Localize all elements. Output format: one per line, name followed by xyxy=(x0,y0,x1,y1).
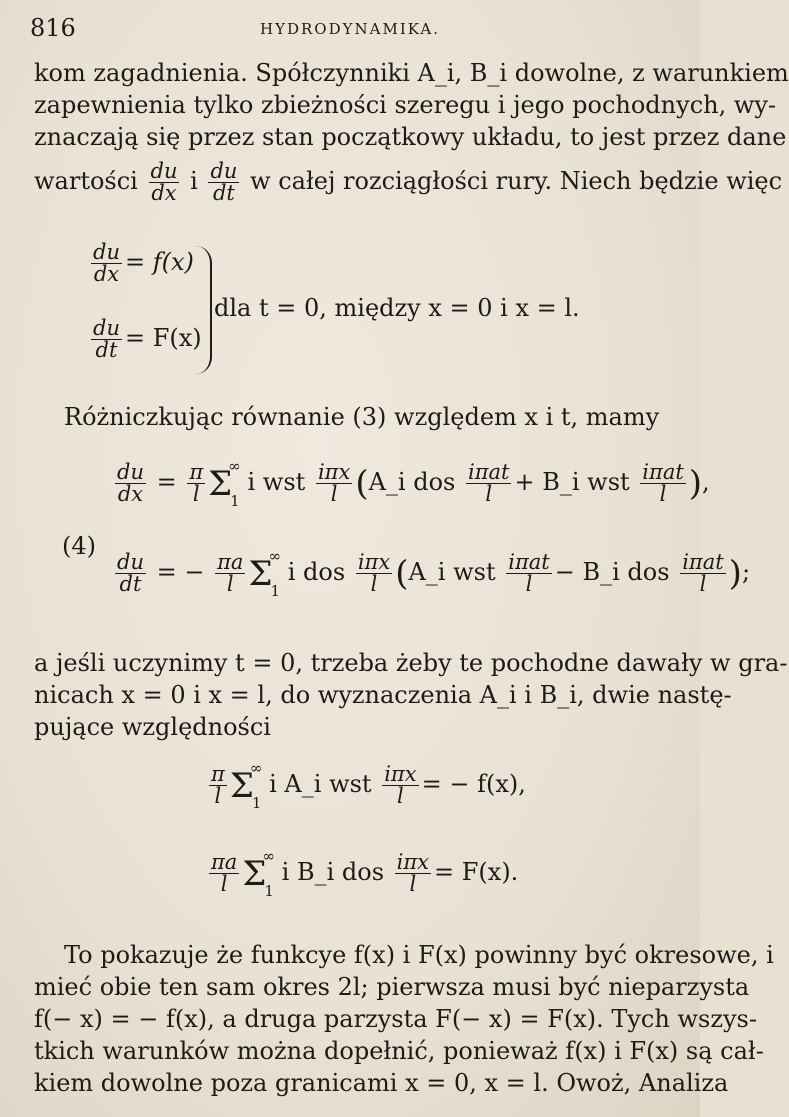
equation-rhs: = f(x) xyxy=(124,248,194,276)
paragraph-line: nicach x = 0 i x = l, do wyznaczenia A_i i B_i, dwie nastę- xyxy=(34,681,732,709)
running-head: HYDRODYNAMIKA. xyxy=(260,20,440,38)
paragraph-line: zapewnienia tylko zbieżności szeregu i jego pochodnych, wy- xyxy=(34,91,777,119)
paragraph-line: znaczają się przez stan początkowy układu, to jest przez dane xyxy=(34,123,787,151)
paragraph-line: pujące względności xyxy=(34,713,271,741)
paragraph-line: a jeśli uczynimy t = 0, trzeba żeby te pochodne dawały w gra- xyxy=(34,649,788,677)
equation-du-dx: $\frac{du}{dx}$ = f(x) xyxy=(93,240,194,286)
equation-du-dt: $\frac{du}{dt}$ = F(x) xyxy=(93,316,202,362)
text-segment: w całej rozciągłości rury. Niech będzie więc xyxy=(250,167,783,195)
equation-rhs: = F(x) xyxy=(124,324,202,352)
paragraph-line: tkich warunków można dopełnić, ponieważ f(x) i F(x) są cał- xyxy=(34,1037,764,1065)
paragraph-line: f(− x) = − f(x), a druga parzysta F(− x) = F(x). Tych wszys- xyxy=(34,1005,757,1033)
text-segment: wartości xyxy=(34,167,138,195)
equation-4a: $\frac{du}{dx}$ = $\frac{\pi}{l}$ Σ ∞ 1 i wst $\frac{\text{iπx}}{l}$ (A_i dos $\frac{\text{iπat}}{l}$ + B_i wst $\frac{\text{iπat}}{l}$ ), xyxy=(117,456,710,510)
paragraph-line: To pokazuje że funkcye f(x) i F(x) powinny być okresowe, i xyxy=(64,941,774,969)
paragraph-line: kiem dowolne poza granicami x = 0, x = l. Owoż, Analiza xyxy=(34,1069,729,1097)
equation-5a: $\frac{\pi}{l}$ Σ ∞ 1 i A_i wst $\frac{\text{iπx}}{l}$ = − f(x), xyxy=(211,758,526,812)
boundary-condition: dla t = 0, między x = 0 i x = l. xyxy=(214,294,580,322)
paragraph-line: mieć obie ten sam okres 2l; pierwsza musi być nieparzysta xyxy=(34,973,750,1001)
right-brace-icon xyxy=(196,246,212,374)
equation-5b: $\frac{\pi a}{l}$ Σ ∞ 1 i B_i dos $\frac{\text{iπx}}{l}$ = F(x). xyxy=(211,846,519,900)
paragraph-line: Różniczkując równanie (3) względem x i t, mamy xyxy=(64,403,660,431)
page-number: 816 xyxy=(30,14,76,42)
page-header xyxy=(30,14,670,44)
paragraph-line-with-fractions xyxy=(34,159,783,205)
fraction-du-dx: $\frac{du}{dx}$ xyxy=(150,159,178,205)
paragraph-line: kom zagadnienia. Spółczynniki A_i, B_i dowolne, z warunkiem xyxy=(34,59,789,87)
fraction-du-dt: $\frac{du}{dt}$ xyxy=(210,159,238,205)
equation-number: (4) xyxy=(62,532,96,560)
text-segment: i xyxy=(190,167,198,195)
equation-4b: $\frac{du}{dt}$ = − $\frac{\pi a}{l}$ Σ ∞ 1 i dos $\frac{\text{iπx}}{l}$ (A_i wst $\frac{\text{iπat}}{l}$ − B_i dos $\frac{\text{iπat}}{l}$ ); xyxy=(117,546,751,600)
